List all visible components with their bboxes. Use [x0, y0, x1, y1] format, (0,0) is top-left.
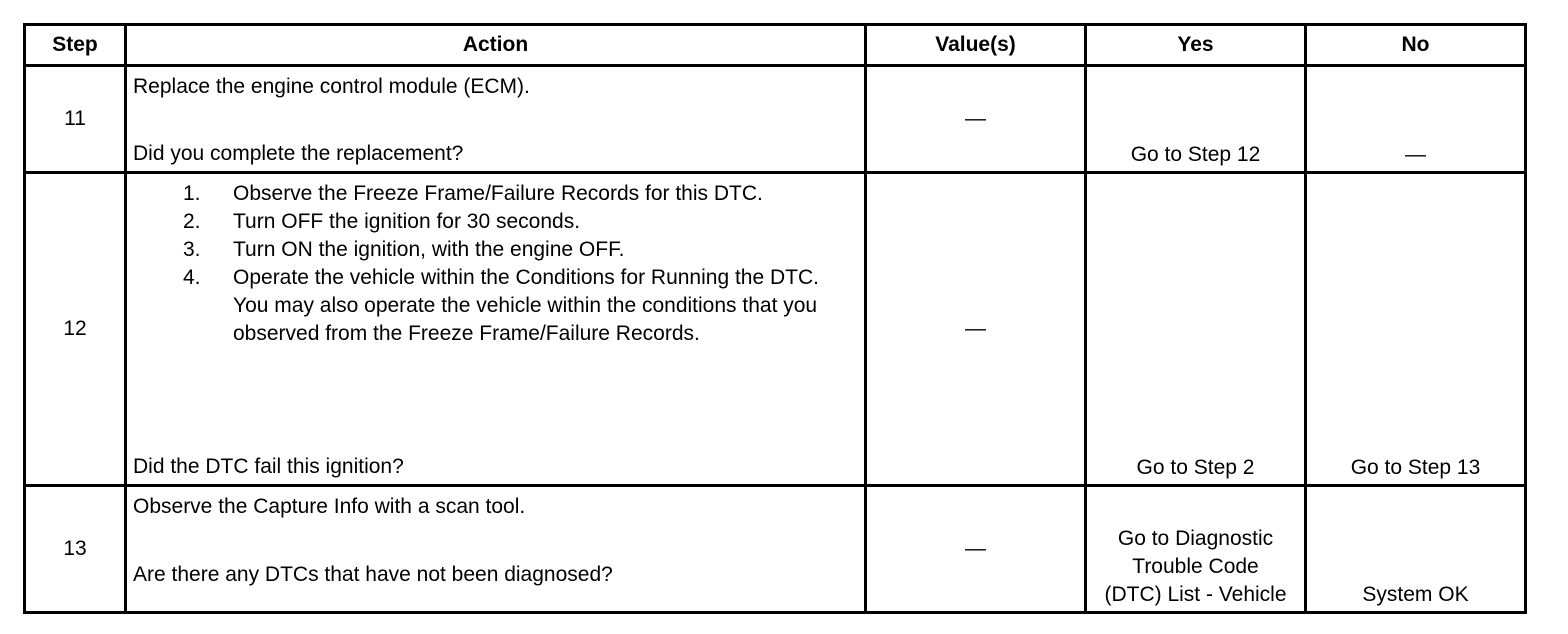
procedure-number: 2.: [183, 210, 201, 234]
header-values: Value(s): [866, 25, 1086, 66]
value-cell: —: [866, 173, 1086, 485]
procedure-number: 3.: [183, 238, 201, 262]
value-cell: —: [866, 66, 1086, 173]
step-number: 13: [25, 485, 126, 612]
action-cell: [126, 173, 866, 485]
header-step: Step: [25, 25, 126, 66]
no-cell: Go to Step 13: [1306, 173, 1526, 485]
table-row: [25, 66, 1526, 173]
procedure-number: 4.: [183, 266, 201, 290]
procedure-item: [183, 208, 864, 236]
header-no: No: [1306, 25, 1526, 66]
procedure-item: [183, 264, 864, 348]
header-action: Action: [126, 25, 866, 66]
yes-cell: Go to Diagnostic Trouble Code (DTC) List - Vehicle: [1086, 485, 1306, 612]
procedure-text: Operate the vehicle within the Conditions for Running the DTC. You may also operate the vehicle within the conditions that you observed from the Freeze Frame/Failure Records.: [233, 266, 819, 346]
step-number: 12: [25, 173, 126, 485]
procedure-text: Turn ON the ignition, with the engine OFF.: [233, 238, 625, 262]
action-question: Are there any DTCs that have not been diagnosed?: [133, 563, 613, 586]
no-cell: —: [1306, 66, 1526, 173]
step-number: 11: [25, 66, 126, 173]
header-yes: Yes: [1086, 25, 1306, 66]
procedure-text: Observe the Freeze Frame/Failure Records for this DTC.: [233, 182, 763, 206]
procedure-item: [183, 180, 864, 208]
action-text: Replace the engine control module (ECM).: [133, 75, 530, 99]
action-text: Observe the Capture Info with a scan tool.: [133, 494, 526, 518]
action-question: Did the DTC fail this ignition?: [133, 454, 404, 478]
header-row: [25, 25, 1526, 66]
procedure-item: [183, 236, 864, 264]
yes-cell: Go to Step 2: [1086, 173, 1306, 485]
value-cell: —: [866, 485, 1086, 612]
procedure-text: Turn OFF the ignition for 30 seconds.: [233, 210, 581, 234]
procedure-number: 1.: [183, 182, 201, 206]
table-row: [25, 173, 1526, 485]
procedure-list: [133, 180, 864, 348]
action-cell: [126, 485, 866, 612]
action-cell: [126, 66, 866, 173]
table-row: [25, 485, 1526, 612]
yes-cell: Go to Step 12: [1086, 66, 1306, 173]
diagnostic-table: [23, 23, 1527, 614]
no-cell: System OK: [1306, 485, 1526, 612]
action-question: Did you complete the replacement?: [133, 142, 464, 166]
